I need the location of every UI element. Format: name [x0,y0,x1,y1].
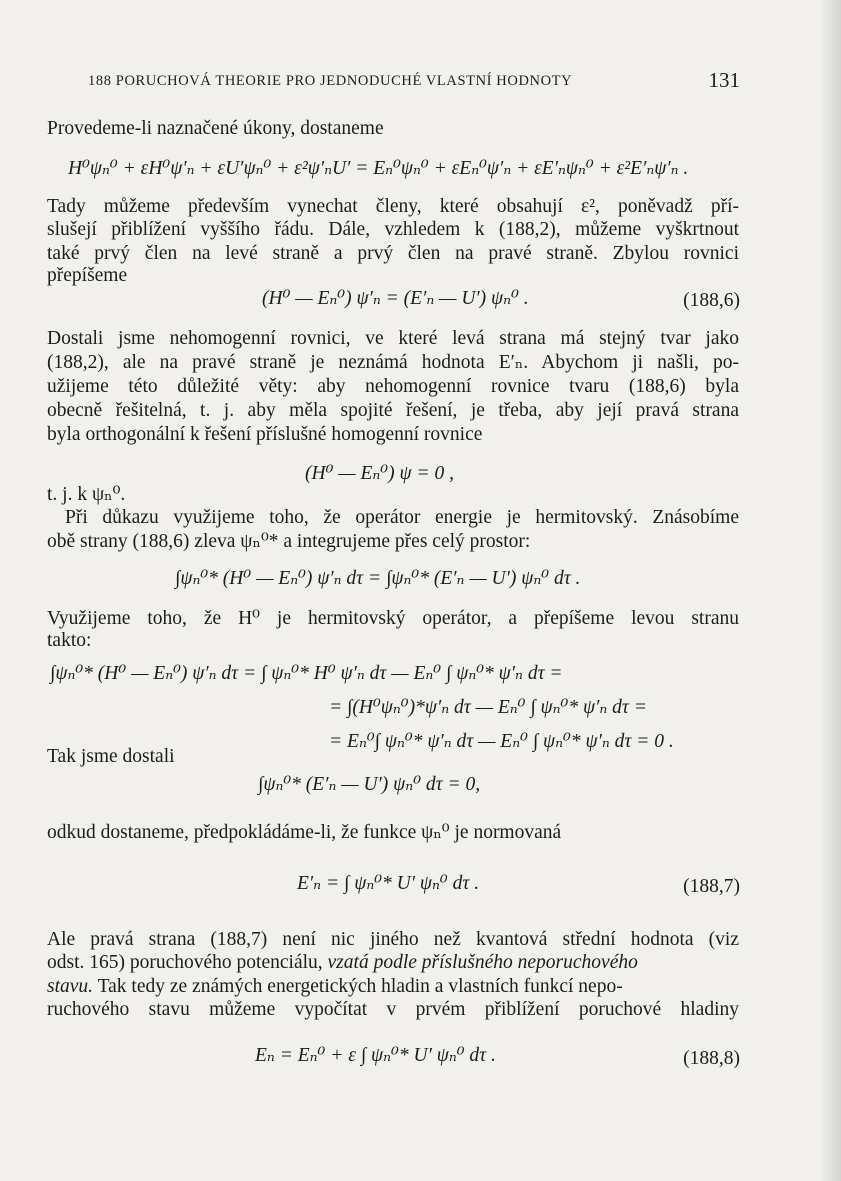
text-fragment: Tak tedy ze známých energetických hladin a vlastních funkcí nepo- [97,976,623,997]
text-line: takto: [47,630,92,651]
text-fragment-italic: stavu. [47,976,94,997]
equation-derivation-2: = ∫(H⁰ψₙ⁰)*ψ′ₙ dτ — Eₙ⁰ ∫ ψₙ⁰* ψ′ₙ dτ = [329,697,647,718]
equation-integral: ∫ψₙ⁰* (H⁰ — Eₙ⁰) ψ′ₙ dτ = ∫ψₙ⁰* (E′ₙ — U′) ψₙ⁰ dτ . [175,568,581,589]
page-number: 131 [708,68,740,92]
equation-derivation-3: = Eₙ⁰∫ ψₙ⁰* ψ′ₙ dτ — Eₙ⁰ ∫ ψₙ⁰* ψ′ₙ dτ = 0 . [329,731,674,752]
equation-number: (188,6) [683,290,740,311]
equation-number: (188,8) [683,1048,740,1069]
equation-orthogonality: ∫ψₙ⁰* (E′ₙ — U′) ψₙ⁰ dτ = 0, [258,774,481,795]
text-line: přepíšeme [47,265,128,286]
text-line: obě strany (188,6) zleva ψₙ⁰* a integrujeme přes celý prostor: [47,531,531,552]
text-line: Dostali jsme nehomogenní rovnici, ve které levá strana má stejný tvar jako [47,328,739,349]
equation-homogeneous: (H⁰ — Eₙ⁰) ψ = 0 , [305,463,455,484]
text-line: (188,2), ale na pravé straně je neznámá hodnota E′ₙ. Abychom ji našli, po- [47,352,739,373]
text-line: Tady můžeme především vynechat členy, které obsahují ε², poněvadž pří- [47,196,739,217]
equation-188-7: E′ₙ = ∫ ψₙ⁰* U′ ψₙ⁰ dτ . [297,873,480,894]
text-line: také prvý člen na levé straně a prvý člen na pravé straně. Zbylou rovnici [47,243,739,264]
equation-number: (188,7) [683,876,740,897]
text-line: Ale pravá strana (188,7) není nic jiného než kvantová střední hodnota (viz [47,929,739,950]
equation-derivation-1: ∫ψₙ⁰* (H⁰ — Eₙ⁰) ψ′ₙ dτ = ∫ ψₙ⁰* H⁰ ψ′ₙ dτ — Eₙ⁰ ∫ ψₙ⁰* ψ′ₙ dτ = [50,663,563,684]
text-line: Při důkazu využijeme toho, že operátor energie je hermitovský. Znásobíme [65,507,739,528]
text-line: t. j. k ψₙ⁰. [47,484,126,505]
equation-188-8: Eₙ = Eₙ⁰ + ε ∫ ψₙ⁰* U′ ψₙ⁰ dτ . [255,1045,496,1066]
equation-188-6: (H⁰ — Eₙ⁰) ψ′ₙ = (E′ₙ — U′) ψₙ⁰ . [262,288,529,309]
header-title: 188 PORUCHOVÁ THEORIE PRO JEDNODUCHÉ VLASTNÍ HODNOTY [88,73,573,89]
text-line: odkud dostaneme, předpokládáme-li, že funkce ψₙ⁰ je normovaná [47,822,562,843]
text-line: obecně řešitelná, t. j. aby měla spojité řešení, je třeba, aby její pravá strana [47,400,739,421]
text-fragment: odst. 165) poruchového potenciálu, [47,952,323,973]
text-line: Provedeme-li naznačené úkony, dostaneme [47,118,384,139]
text-line: Využijeme toho, že H⁰ je hermitovský operátor, a přepíšeme levou stranu [47,608,739,629]
text-line: Tak jsme dostali [47,746,175,767]
text-line: byla orthogonální k řešení příslušné homogenní rovnice [47,424,483,445]
equation-expanded: H⁰ψₙ⁰ + εH⁰ψ′ₙ + εU′ψₙ⁰ + ε²ψ′ₙU′ = Eₙ⁰ψₙ⁰ + εEₙ⁰ψ′ₙ + εE′ₙψₙ⁰ + ε²E′ₙψ′ₙ . [68,158,689,179]
text-line: užijeme této důležité věty: aby nehomogenní rovnice tvaru (188,6) byla [47,376,739,397]
text-line [47,952,739,974]
running-header [88,70,740,96]
page-edge-shadow [819,0,841,1181]
text-line [47,976,739,998]
text-line: ruchového stavu můžeme vypočítat v prvém přiblížení poruchové hladiny [47,999,739,1020]
text-line: slušejí přiblížení vyššího řádu. Dále, vzhledem k (188,2), můžeme vyškrtnout [47,219,739,240]
text-fragment-italic: vzatá podle příslušného neporuchového [327,952,638,973]
